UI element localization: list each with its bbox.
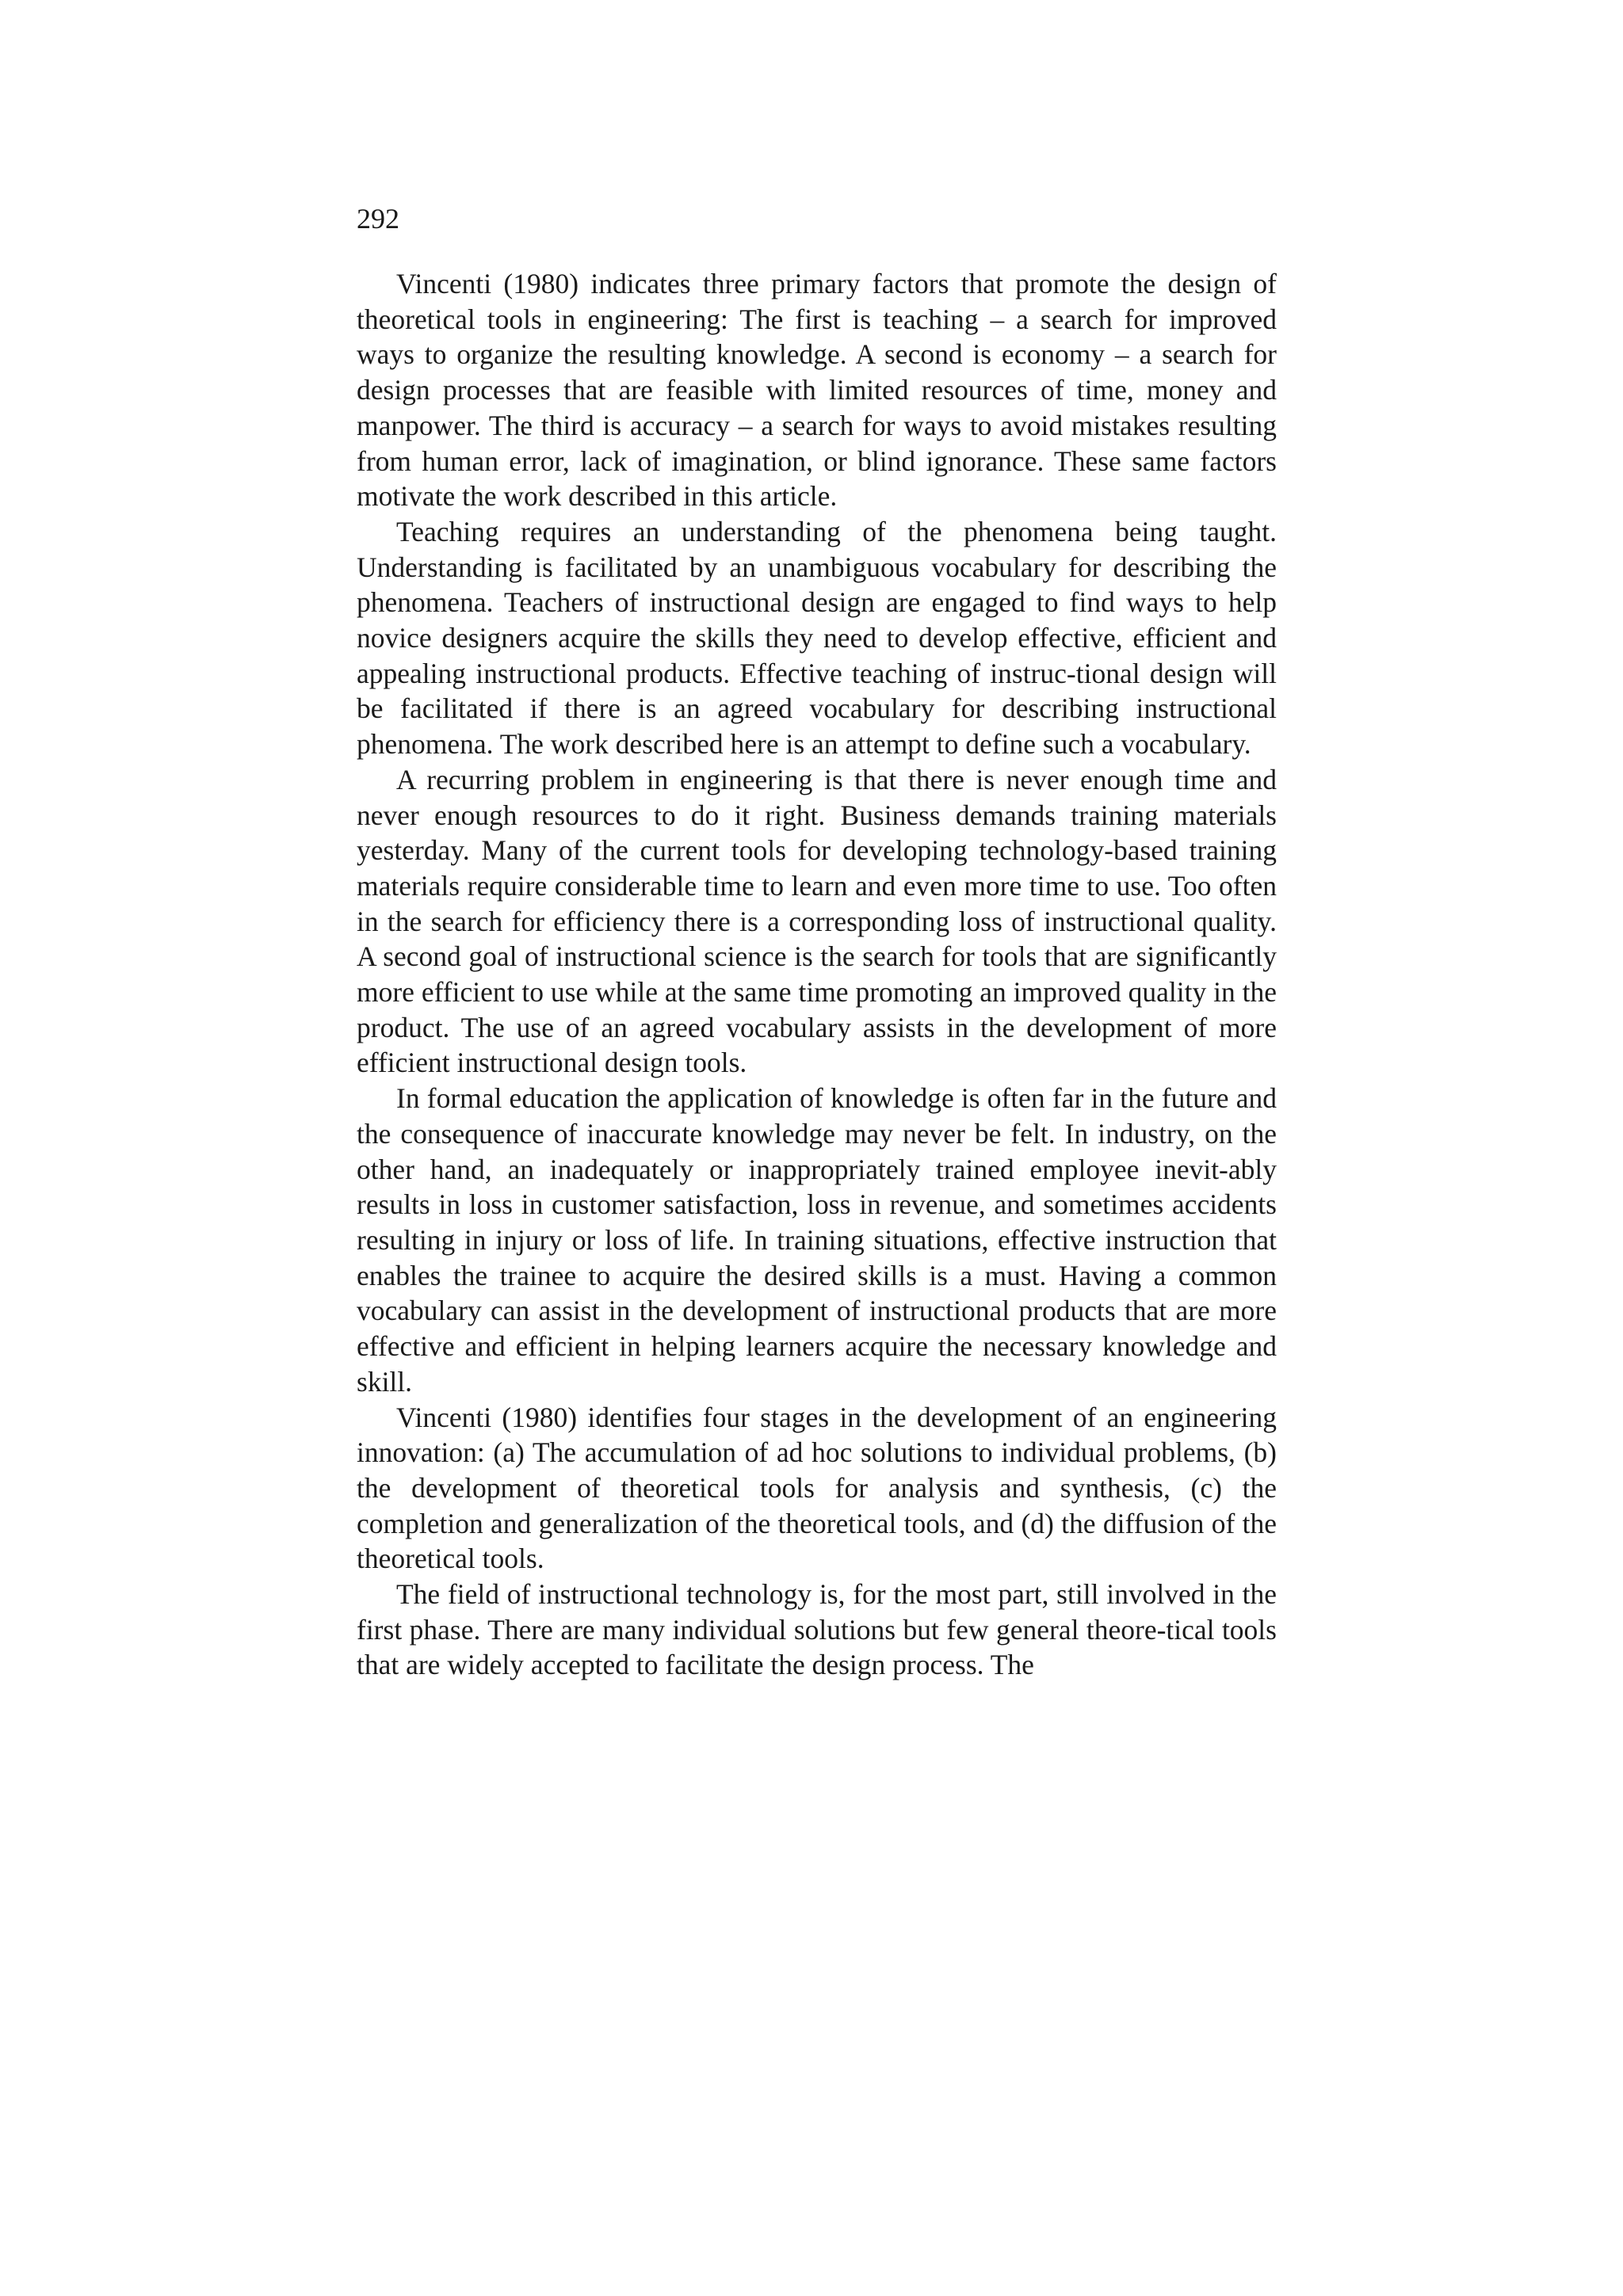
paragraph-6: The field of instructional technology is, for the most part, still involved in the first phase. There are many individual solutions but few general theore-tical tools that are widely accepted to facilitate the design process. The [357,1578,1277,1681]
paragraph-4: In formal education the application of knowledge is often far in the future and the consequence of inaccurate knowledge may never be felt. In industry, on the other hand, an inadequately or inappropriately trained employee inevit-ably results in loss in customer satisfaction, loss in revenue, and sometimes accidents resulting in injury or loss of life. In training situations, effective instruction that enables the trainee to acquire the desired skills is a must. Having a common vocabulary can assist in the development of instructional products that are more effective and efficient in helping learners acquire the necessary knowledge and skill. [357,1082,1277,1398]
paragraph-5: Vincenti (1980) identifies four stages in the development of an engineering innovation: (a) The accumulation of ad hoc solutions to individual problems, (b) the development of theoretical tools for analysis and synthesis, (c) the completion and generalization of the theoretical tools, and (d) the diffusion of the theoretical tools. [357,1401,1277,1575]
paragraph-1: Vincenti (1980) indicates three primary factors that promote the design of theoretical tools in engineering: The first is teaching – a search for improved ways to organize the resulting knowledge. A second is economy – a search for design processes that are feasible with limited resources of time, money and manpower. The third is accuracy – a search for ways to avoid mistakes resulting from human error, lack of imagination, or blind ignorance. These same factors motivate the work described in this article. [357,268,1277,513]
paragraph-2: Teaching requires an understanding of the phenomena being taught. Understanding is facilitated by an unambiguous vocabulary for describing the phenomena. Teachers of instructional design are engaged to find ways to help novice designers acquire the skills they need to develop effective, efficient and appealing instructional products. Effective teaching of instruc-tional design will be facilitated if there is an agreed vocabulary for describing instructional phenomena. The work described here is an attempt to define such a vocabulary. [357,515,1277,761]
page-number: 292 [357,203,399,235]
paragraph-3: A recurring problem in engineering is that there is never enough time and never enough resources to do it right. Business demands training materials yesterday. Many of the current tools for developing technology-based training materials require considerable time to learn and even more time to use. Too often in the search for efficiency there is a corresponding loss of instructional quality. A second goal of instructional science is the search for tools that are significantly more efficient to use while at the same time promoting an improved quality in the product. The use of an agreed vocabulary assists in the development of more efficient instructional design tools. [357,763,1277,1079]
body-text [357,266,1277,1683]
